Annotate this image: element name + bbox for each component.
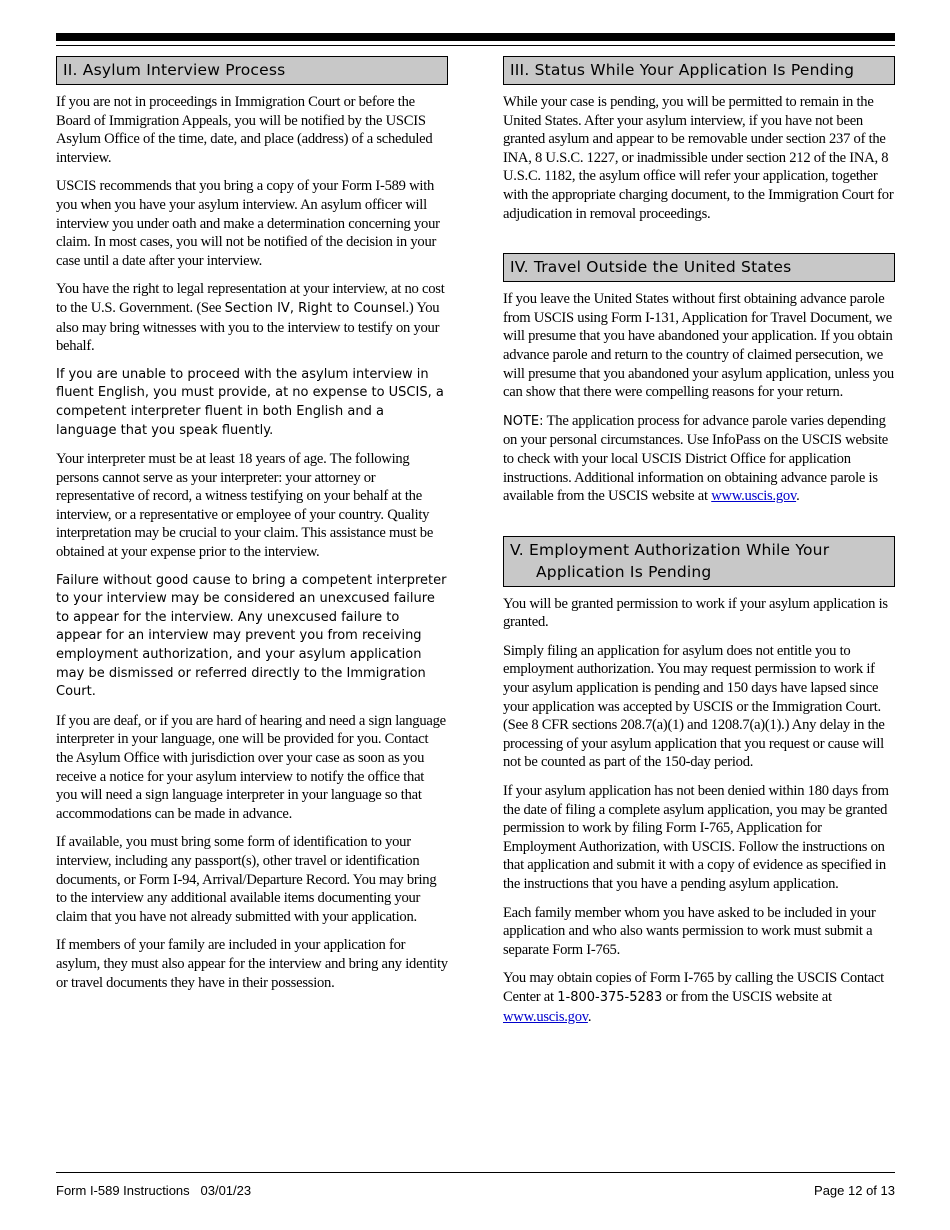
paragraph: If your asylum application has not been denied within 180 days from the date of filing a complete asylum application, you may be granted permission to work by filing Form I-765, Application for Employment Authorization, with USCIS. Follow the instructions on that application and submit it with a copy of evidence as specified in the instructions that you have a pending asylum application. bbox=[503, 783, 889, 892]
section-heading-asylum-interview: II. Asylum Interview Process bbox=[56, 56, 448, 85]
footer-rule bbox=[56, 1172, 895, 1173]
paragraph-text: or from the USCIS website at bbox=[662, 988, 832, 1005]
paragraph: Simply filing an application for asylum does not entitle you to employment authorization. You may request permission to work if your asylum application is pending and 150 days have lapsed since your application was accepted by USCIS or the Immigration Court. (See 8 CFR sections 208.7(a)(1) and 1208.7(a)(1).) Any delay in the processing of your asylum application that you request or cause will not be counted as part of the 150-day period. bbox=[503, 642, 885, 771]
paragraph: Your interpreter must be at least 18 years of age. The following persons cannot serve as your interpreter: your attorney or representative of record, a witness testifying on your behalf at the interview, or a representative or employee of your country. Quality interpretation may be crucial to your claim. This assistance must be obtained at your expense prior to the interview. bbox=[56, 451, 434, 561]
note-paragraph: NOTE: The application process for advance parole varies depending on your personal circumstances. Use InfoPass on the USCIS website to check with your local USCIS District Office for application instructions. Additional information on obtaining advance parole is available from the USCIS website at www.uscis.gov. bbox=[503, 412, 889, 505]
paragraph: If you leave the United States without first obtaining advance parole from USCIS using Form I-131, Application for Travel Document, we will presume that you have abandoned your application. If you obtain advance parole and return to the country of claimed persecution, we will presume that you abandoned your asylum application, unless you can show that there were compelling reasons for your return. bbox=[503, 291, 894, 401]
paragraph-text: .) You also may bring witnesses with you to the interview to testify on your behalf. bbox=[56, 299, 440, 355]
uscis-website-link[interactable]: www.uscis.gov bbox=[711, 488, 797, 505]
paragraph-text: The application process for advance parole varies depending on your personal circumstances. Use InfoPass on the USCIS website to check with your local USCIS District Office for application instructions. Additional information on obtaining advance parole is available from the USCIS website at bbox=[503, 412, 889, 505]
top-rule-thick bbox=[56, 33, 895, 41]
paragraph: If you are unable to proceed with the asylum interview in fluent English, you must provide, at no expense to USCIS, a competent interpreter fluent in both English and a language that you speak fluently. bbox=[56, 366, 444, 438]
paragraph-text: You may obtain copies of Form I-765 by calling the USCIS Contact Center at bbox=[503, 970, 884, 1005]
paragraph: If members of your family are included in your application for asylum, they must also appear for the interview and bring any identity or travel documents they have in their possession. bbox=[56, 937, 448, 991]
uscis-website-link[interactable]: www.uscis.gov bbox=[503, 1008, 588, 1025]
paragraph: If you are not in proceedings in Immigration Court or before the Board of Immigration Appeals, you will be notified by the USCIS Asylum Office of the time, date, and place (address) of a scheduled interview. bbox=[56, 94, 433, 166]
right-column bbox=[503, 56, 895, 1036]
paragraph: Each family member whom you have asked to be included in your application and who also wants permission to work must submit a separate Form I-765. bbox=[503, 904, 876, 958]
footer-page-number: Page 12 of 13 bbox=[814, 1183, 895, 1198]
paragraph: Failure without good cause to bring a competent interpreter to your interview may be considered an unexcused failure to appear for the interview. Any unexcused failure to appear for an interview may prevent you from receiving employment authorization, and your asylum application may be dismissed or referred directly to the Immigration Court. bbox=[56, 572, 447, 700]
paragraph: You may obtain copies of Form I-765 by calling the USCIS Contact Center at 1-800-375-5283 or from the USCIS website at www.uscis.gov. bbox=[503, 970, 884, 1025]
section-reference: Section IV, Right to Counsel bbox=[224, 300, 406, 316]
paragraph: USCIS recommends that you bring a copy of your Form I-589 with you when you have your asylum interview. An asylum officer will interview you under oath and make a determination concerning your claim. In most cases, you will not be notified of the decision in your case until a date after your interview. bbox=[56, 178, 440, 269]
paragraph: You will be granted permission to work if your asylum application is granted. bbox=[503, 595, 888, 631]
top-rule-thin bbox=[56, 45, 895, 46]
paragraph: If available, you must bring some form of identification to your interview, including any passport(s), other travel or identification documents, or Form I-94, Arrival/Departure Record. You may bring to the interview any additional available items documenting your claim that you have not already submitted with your application. bbox=[56, 834, 437, 925]
heading-line: V. Employment Authorization While Your bbox=[510, 540, 830, 559]
paragraph bbox=[56, 280, 448, 355]
paragraph: While your case is pending, you will be permitted to remain in the United States. After your asylum interview, if you have not been granted asylum and appear to be removable under section 237 of the INA, 8 U.S.C. 1227, or inadmissible under section 212 of the INA, 8 U.S.C. 1182, the asylum office will refer your application, together with the appropriate charging document, to the Immigration Court for adjudication in removal proceedings. bbox=[503, 94, 894, 222]
phone-number: 1-800-375-5283 bbox=[557, 989, 663, 1005]
heading-line: Application Is Pending bbox=[536, 562, 712, 581]
section-heading-travel: IV. Travel Outside the United States bbox=[503, 253, 895, 282]
paragraph-text: You have the right to legal representation at your interview, at no cost to the U.S. Government. (See bbox=[56, 281, 445, 316]
paragraph: If you are deaf, or if you are hard of hearing and need a sign language interpreter in your language, one will be provided for you. Contact the Asylum Office with jurisdiction over your case as soon as you receive a notice for your asylum interview to notify the office that you will need a sign language interpreter in your language so that accommodations can be made in advance. bbox=[56, 712, 446, 822]
left-column bbox=[56, 56, 448, 1002]
section-heading-employment-authorization bbox=[503, 536, 895, 587]
footer-form-id: Form I-589 Instructions 03/01/23 bbox=[56, 1183, 252, 1198]
note-label: NOTE: bbox=[503, 413, 544, 429]
section-heading-status-pending: III. Status While Your Application Is Pending bbox=[503, 56, 895, 85]
